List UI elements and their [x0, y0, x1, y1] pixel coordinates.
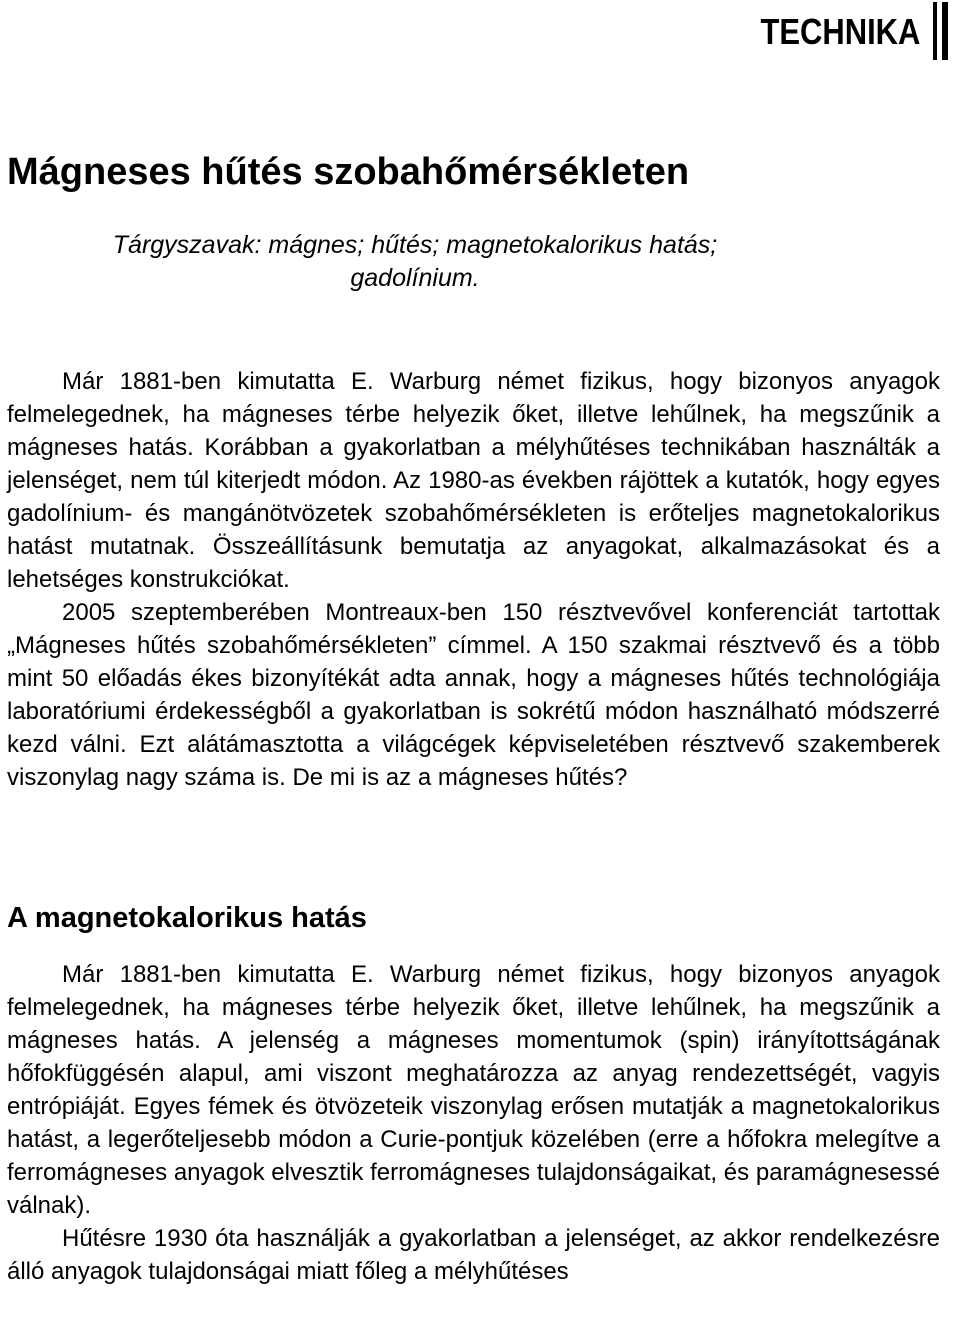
paragraph: Már 1881-ben kimutatta E. Warburg német fizikus, hogy bizonyos anyagok felmelegednek, ha mágneses térbe helyezik őket, illetve lehűlnek, ha megszűnik a mágneses hatás. A jelenség a mágneses momentumok (spin) irányítottságának hőfokfüggésén alapul, ami viszont meghatározza az anyag rendezettségét, vagyis entrópiáját. Egyes fémek és ötvözeteik viszonylag erősen mutatják a magnetokalorikus hatást, a legerőteljesebb módon a Curie-pontjuk közelében (erre a hőfokra melegítve a ferromágneses anyagok elvesztik ferromágneses tulajdonságaikat, és paramágnesessé válnak). — [7, 961, 940, 1219]
section-divider-bar — [933, 2, 937, 60]
keywords — [0, 229, 830, 295]
paragraph: 2005 szeptemberében Montreaux-ben 150 résztvevővel konferenciát tartottak „Mágneses hűtés szobahőmérsékleten” címmel. A 150 szakmai résztvevő és a több mint 50 előadás ékes bizonyítékát adta annak, hogy a mágneses hűtés technológiája laboratóriumi érdekességből a gyakorlatban is sokrétű módon használható módszerré kezd válni. Ezt alátámasztotta a világcégek képviseletében résztvevő szakemberek viszonylag nagy száma is. De mi is az a mágneses hűtés? — [7, 599, 940, 791]
section-heading: A magnetokalorikus hatás — [7, 902, 367, 934]
keywords-line-2: gadolínium. — [350, 264, 480, 292]
keywords-line-1: Tárgyszavak: mágnes; hűtés; magnetokalorikus hatás; — [112, 231, 718, 259]
intro-text — [7, 365, 940, 794]
section-divider-bar-thick — [942, 2, 948, 60]
section-label: TECHNIKA — [760, 11, 921, 52]
article-title: Mágneses hűtés szobahőmérsékleten — [7, 151, 690, 193]
section-tag — [733, 2, 948, 60]
paragraph: Már 1881-ben kimutatta E. Warburg német fizikus, hogy bizonyos anyagok felmelegednek, ha mágneses térbe helyezik őket, illetve lehűlnek, ha megszűnik a mágneses hatás. Korábban a gyakorlatban a mélyhűtéses technikában használták a jelenséget, nem túl kiterjedt módon. Az 1980-as években rájöttek a kutatók, hogy egyes gadolínium- és mangánötvözetek szobahőmérsékleten is erőteljes magnetokalorikus hatást mutatnak. Összeállításunk bemutatja az anyagokat, alkalmazásokat és a lehetséges konstrukciókat. — [7, 368, 940, 593]
paragraph: Hűtésre 1930 óta használják a gyakorlatban a jelenséget, az akkor rendelkezésre álló anyagok tulajdonságai miatt főleg a mélyhűtéses — [7, 1225, 940, 1285]
section-text — [7, 958, 940, 1288]
